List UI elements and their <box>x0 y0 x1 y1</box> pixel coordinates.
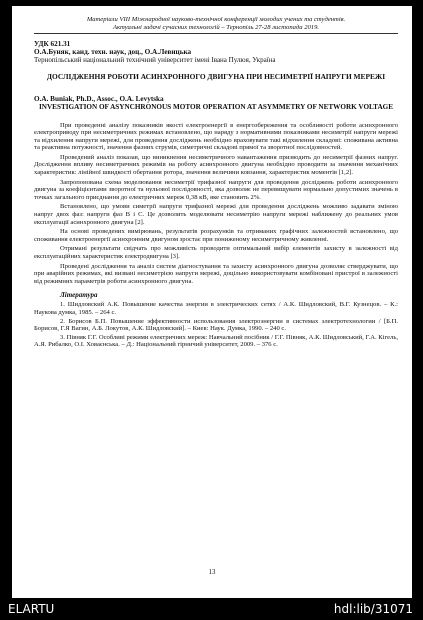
title-en: INVESTIGATION OF ASYNCHRONOUS MOTOR OPERATION AT ASYMMETRY OF NETWORK VOLTAGE <box>38 103 394 111</box>
title-ua: ДОСЛІДЖЕННЯ РОБОТИ АСИНХРОННОГО ДВИГУНА ПРИ НЕСИМЕТРІЇ НАПРУГИ МЕРЕЖІ <box>46 72 386 81</box>
affiliation: Тернопільський національний технічний університет імені Івана Пулюя, Україна <box>34 56 276 64</box>
paragraph: Запропонована схема моделювання несиметрії трифазної напруги для проведення досліджень роботи асинхронного двигуна за коефіцієнтами зворотної та нульової послідовності, яка дозволяє не перевищувати нормально допустимих значень в точках загального приєднання до електричних мереж 0,38 кВ, яке становить 2%. <box>34 178 398 201</box>
header-rule <box>34 33 398 34</box>
literature-heading: Література <box>60 291 98 300</box>
paragraph: Проведений аналіз показав, що виникнення несиметричного навантаження призводить до несиметрії фазних напруг. Дослідження впливу несиметричних режимів на роботу асинхронного двигуна необхідно проводити за значення механічних характеристик: лінійної швидкості обертання ротора, значення величини ковзання, характеристик моментів [1,2]. <box>34 153 398 177</box>
page-number: 13 <box>208 569 216 576</box>
repository-name: ELARTU <box>8 602 55 616</box>
reference-item: 2. Борисов Б.П. Повышение эффективности использования электроэнергии в системах электротехнологии / [Б.П. Борисов, Г.Я Вагин, А.Б. Локутов, А.К. Шидловский]. – Киев: Наук. Думка, 1990. – 240 с. <box>34 317 398 333</box>
paragraph: При проведенні аналізу показників якості електроенергії в енергозбереження та особливості роботи асинхронного електроприводу при несиметричних режимах встановлено, що наряду з нормативними показниками несиметрії напруги мережі та відхилення напруги мережі, для проведення досліджень необхідно враховувати такі відхилення складові: споживана активна та реактивна потужності, значення фазних струмів, симетричні складові прямої та зворотної послідовностей. <box>34 121 398 152</box>
header-line-1: Матеріали VIII Міжнародної науково-технічної конференції молодих учених та студентів. <box>86 16 346 23</box>
paragraph: Проведені дослідження та аналіз систем діагностування та захисту асинхронного двигуна дозволяє стверджувати, що при аварійних режимах, які визвані несиметрією напруги мережі, доцільно використовувати комбіновані пристрої в залежності від режимних параметрів роботи асинхронного двигуна. <box>34 262 398 285</box>
authors-en: O.A. Buniak, Ph.D., Assoc., O.A. Levytska <box>34 95 164 103</box>
paragraph: Отримані результати свідчать про можливість проводити оптимальний вибір елементів захисту в залежності від експлуатаційних характеристик електродвигуна [3]. <box>34 245 398 260</box>
handle-id: hdl:lib/31071 <box>333 602 413 616</box>
body-text <box>34 122 398 286</box>
paragraph: Встановлено, що умови симетрії напруги трифазної мережі для проведення досліджень можливо задавати зміною напруг двох фаз: напруги фаз В і С. Це дозволить моделювати несиметрію напруги мережі наближену до реальних умов експлуатації асинхронного двигуна [2]. <box>34 203 398 226</box>
paragraph: На основі проведених вимірювань, результатів розрахунків та отриманих графічних залежностей встановлено, що споживання електроенергії асинхронним двигуном зростає при пониженому несиметричному живленні. <box>34 228 398 243</box>
repository-footer <box>0 598 423 620</box>
udk-code: УДК 621.31 <box>34 40 71 48</box>
reference-list <box>34 301 398 349</box>
reference-item: 3. Півняк Г.Г. Особливі режими електричних мереж: Навчальний посібник / Г.Г. Півняк, А.К. Шидловський, Г.А. Кігель, А.Я. Рибалко, О.І. Ховаєнська. – Д.: Національний гірничий університет, 2009. – 376 с. <box>34 333 398 349</box>
document-page <box>12 6 412 598</box>
authors-ua: О.А.Буняк, канд. техн. наук, доц., О.А.Левицька <box>34 48 192 56</box>
conference-header <box>34 16 398 32</box>
reference-item: 1. Шидловский А.К. Повышение качества энергии в электрических сетях / А.К. Шидловский, В.Г. Кузнецов. – К.: Наукова думка, 1985. – 264 с. <box>34 301 398 316</box>
header-line-2: Актуальні задачі сучасних технологій – Тернопіль 27-28 листопада 2019. <box>112 24 320 31</box>
